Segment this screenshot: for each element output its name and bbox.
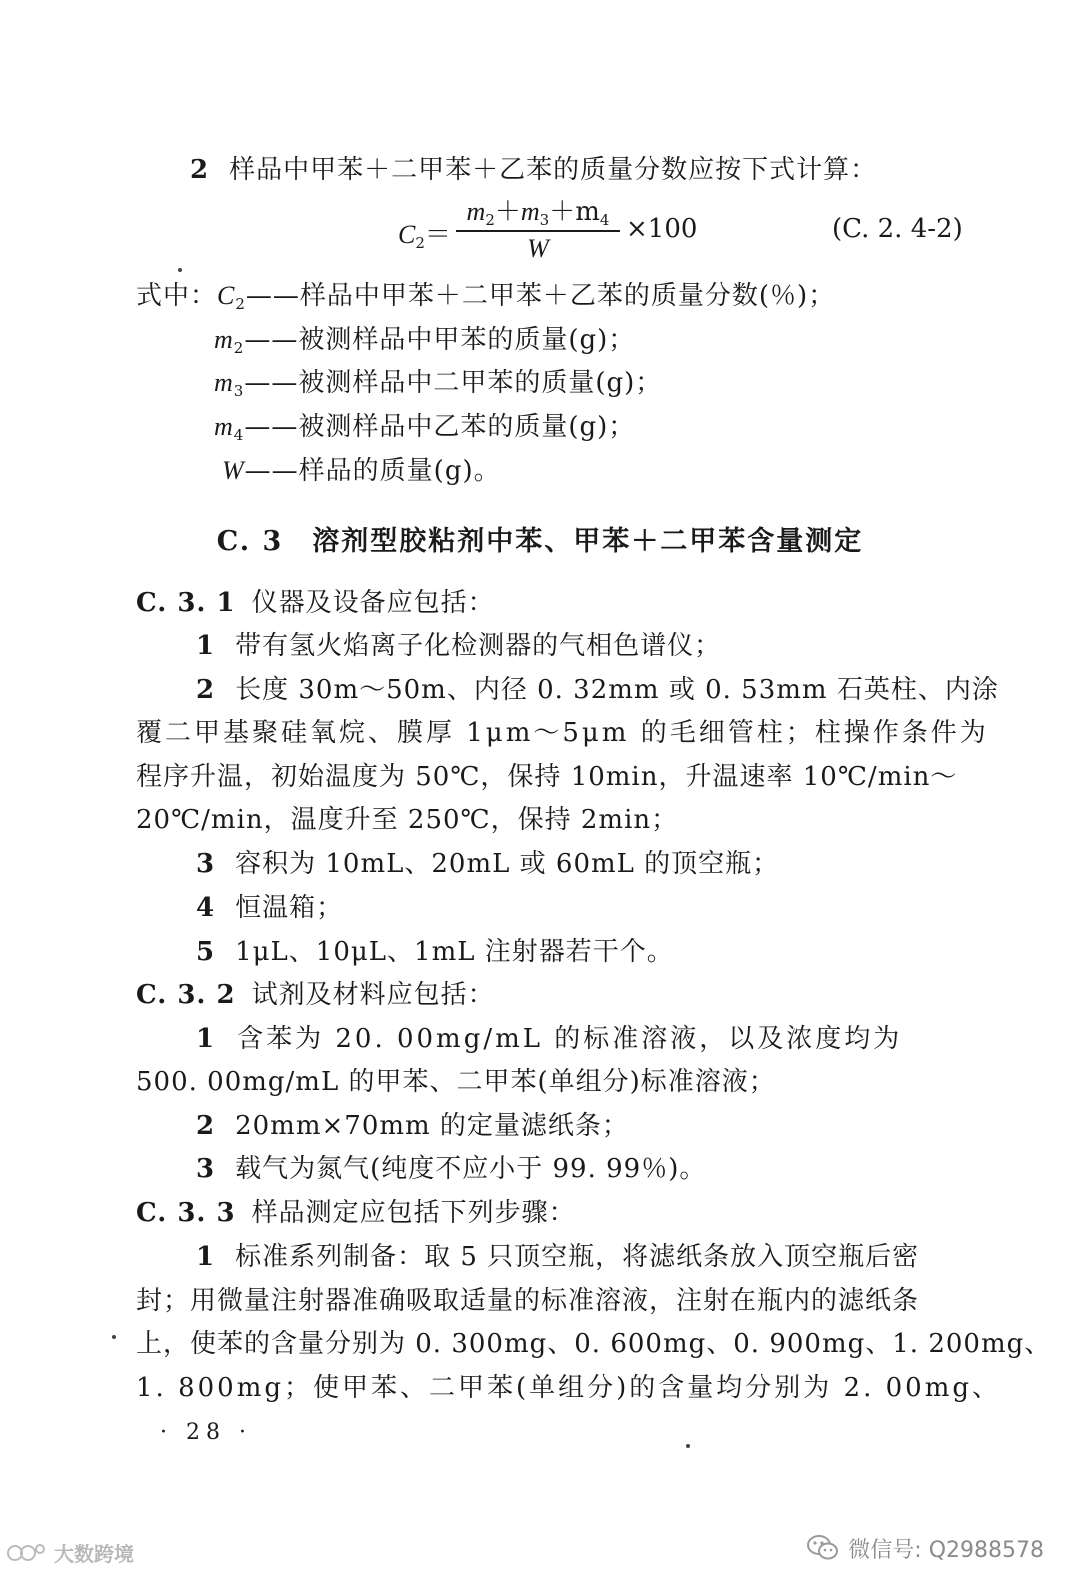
c-3-2-item-1-line-1: 1 含苯为 20. 00mg/mL 的标准溶液，以及浓度均为 — [196, 1024, 903, 1054]
c-3-1-item-4: 4 恒温箱； — [196, 893, 344, 923]
brand-logo-icon — [6, 1541, 46, 1570]
c-3-1-item-3: 3 容积为 10mL、20mL 或 60mL 的顶空瓶； — [196, 849, 780, 879]
c-3-1-item-2-line-2: 覆二甲基聚硅氧烷、膜厚 1μm～5μm 的毛细管柱；柱操作条件为 — [136, 718, 989, 748]
where-item-m2: $m_2——$被测样品中甲苯的质量(g)； — [214, 325, 636, 357]
c-3-1-item-5: 5 1μL、10μL、1mL 注射器若干个。 — [196, 937, 674, 967]
equation-number: (C. 2. 4-2) — [832, 214, 963, 244]
c-3-3-item-1-line-3: 上，使苯的含量分别为 0. 300mg、0. 600mg、0. 900mg、1. 200mg、 — [136, 1329, 1052, 1359]
scan-speck — [112, 1335, 116, 1339]
formula-numerator: $m_2+m_3+m_4$ — [466, 197, 610, 229]
c-3-1-item-1: 1 带有氢火焰离子化检测器的气相色谱仪； — [196, 631, 722, 661]
where-item-c2: 式中：$C_2——$样品中甲苯＋二甲苯＋乙苯的质量分数(％)； — [136, 281, 836, 313]
item-2-intro: 2 样品中甲苯＋二甲苯＋乙苯的质量分数应按下式计算： — [190, 155, 878, 185]
fraction-bar — [456, 230, 620, 232]
formula-fraction — [456, 196, 620, 264]
scan-speck — [178, 268, 182, 272]
scan-speck — [686, 1444, 690, 1448]
where-item-w: W——样品的质量(g)。 — [222, 456, 501, 486]
c-3-1-item-2-line-4: 20℃/min，温度升至 250℃，保持 2min； — [136, 805, 679, 835]
c-3-2-item-3: 3 载气为氮气(纯度不应小于 99. 99％)。 — [196, 1154, 707, 1184]
wechat-icon — [806, 1534, 840, 1568]
clause-c-3-1: C. 3. 1 仪器及设备应包括： — [136, 588, 495, 618]
wechat-watermark: 微信号: Q2988578 — [806, 1533, 1044, 1568]
where-item-m4: $m_4——$被测样品中乙苯的质量(g)； — [214, 412, 636, 444]
clause-c-3-3: C. 3. 3 样品测定应包括下列步骤： — [136, 1198, 576, 1228]
formula-times: ×100 — [626, 214, 698, 244]
c-3-2-item-1-line-2: 500. 00mg/mL 的甲苯、二甲苯(单组分)标准溶液； — [136, 1067, 776, 1097]
c-3-3-item-1-line-2: 封；用微量注射器准确吸取适量的标准溶液，注射在瓶内的滤纸条 — [136, 1286, 920, 1316]
clause-c-3-2: C. 3. 2 试剂及材料应包括： — [136, 980, 495, 1010]
page-number: · 28 · — [160, 1420, 252, 1445]
where-item-m3: $m_3——$被测样品中二甲苯的质量(g)； — [214, 368, 663, 400]
c-3-3-item-1-line-1: 1 标准系列制备：取 5 只顶空瓶，将滤纸条放入顶空瓶后密 — [196, 1242, 920, 1272]
brand-watermark: 大数跨境 — [6, 1538, 134, 1570]
c-3-2-item-2: 2 20mm×70mm 的定量滤纸条； — [196, 1111, 629, 1141]
c-3-3-item-1-line-4: 1. 800mg；使甲苯、二甲苯(单组分)的含量均分别为 2. 00mg、 — [136, 1373, 1002, 1403]
c-3-1-item-2-line-1: 2 长度 30m～50m、内径 0. 32mm 或 0. 53mm 石英柱、内涂 — [196, 675, 999, 705]
c-3-1-item-2-line-3: 程序升温，初始温度为 50℃，保持 10min，升温速率 10℃/min～ — [136, 762, 958, 792]
section-heading-c3: C. 3 溶剂型胶粘剂中苯、甲苯＋二甲苯含量测定 — [216, 526, 864, 557]
formula-denominator: W — [527, 234, 549, 263]
formula-lhs: $C_2=$ — [398, 220, 451, 252]
